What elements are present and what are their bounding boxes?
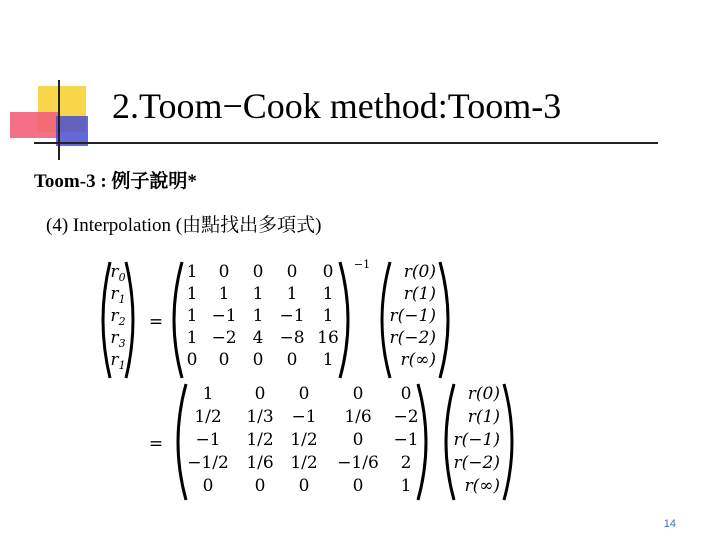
equals-sign-2: = [148,434,164,454]
matrix1-cell: 0 [218,262,230,282]
matrix1-cell: 0 [218,350,230,370]
matrix1-right-bracket [340,262,348,378]
rhs1-entry: r(∞) [400,350,436,370]
matrix2-cell: 0 [298,384,310,404]
matrix1-cell: 0 [286,262,298,282]
matrix1-cell: 1 [322,284,334,304]
matrix2-cell: 1 [202,384,214,404]
matrix1-cell: 0 [286,350,298,370]
matrix1-cell: −8 [279,328,305,348]
lhs-entry: $r_0$ [110,262,126,284]
rhs1-entry: r(−1) [389,306,436,326]
matrix1-cell: 1 [186,306,198,326]
matrix1-left-bracket [174,262,182,378]
matrix2-cell: −1 [291,407,317,427]
matrix2-cell: −1 [393,430,419,450]
lhs-entry: $r_3$ [110,328,126,350]
slide-title: 2.Toom−Cook method:Toom-3 [112,86,562,126]
page-number: 14 [663,518,676,530]
matrix2-cell: 0 [254,476,266,496]
matrix2-cell: 0 [352,384,364,404]
matrix1-cell: 1 [186,284,198,304]
matrix1-cell: 1 [218,284,230,304]
matrix2-cell: 2 [400,453,412,473]
rhs2-entry: r(−2) [453,453,500,473]
matrix1-cell: 1 [322,350,334,370]
matrix1-cell: 1 [322,306,334,326]
matrix2-cell: 0 [400,384,412,404]
rhs2-entry: r(1) [467,407,500,427]
matrix1-cell: 4 [252,328,264,348]
matrix2-cell: 1/2 [290,430,318,450]
matrix2-cell: −1/2 [187,453,229,473]
matrix1-cell: 0 [186,350,198,370]
lhs-entry: $r_1$ [110,350,126,372]
rhs2-entry: r(0) [467,384,500,404]
matrix2-cell: 0 [352,430,364,450]
step-label: (4) Interpolation (由點找出多項式) [46,215,322,236]
rhs2-entry: r(−1) [453,430,500,450]
matrix2-cell: 1/6 [344,407,372,427]
matrix2-cell: 1/6 [246,453,274,473]
matrix2-cell: 0 [298,476,310,496]
matrix1-cell: 1 [186,262,198,282]
rhs1-entry: r(0) [403,262,436,282]
rhs1-entry: r(−2) [389,328,436,348]
matrix1-cell: −1 [211,306,237,326]
matrix1-cell: 0 [252,262,264,282]
matrix2-right-bracket [418,384,426,500]
matrix1-cell: 1 [186,328,198,348]
matrix2-cell: −2 [393,407,419,427]
inverse-exponent: −1 [353,258,371,271]
matrix1-cell: 0 [322,262,334,282]
lhs-left-bracket [103,262,110,378]
matrix1-cell: 1 [286,284,298,304]
matrix1-cell: 0 [252,350,264,370]
matrix2-cell: 1/2 [290,453,318,473]
matrix2-left-bracket [178,384,186,500]
rhs2-entry: r(∞) [464,476,500,496]
rhs1-entry: r(1) [403,284,436,304]
equals-sign-1: = [148,312,164,332]
matrix2-cell: 1 [400,476,412,496]
lhs-entry: $r_1$ [110,284,126,306]
matrix2-cell: 1/2 [246,430,274,450]
matrix2-cell: 1/2 [194,407,222,427]
rhs2-right-bracket [504,384,512,500]
matrix2-cell: 1/3 [246,407,274,427]
slide-subtitle: Toom-3 : 例子說明* [34,171,197,192]
matrix2-cell: 0 [202,476,214,496]
matrix1-cell: 1 [252,306,264,326]
matrix2-cell: 0 [254,384,266,404]
matrix1-cell: −1 [279,306,305,326]
lhs-entry: $r_2$ [110,306,126,328]
matrix2-cell: 0 [352,476,364,496]
matrix1-cell: 16 [317,328,339,348]
rhs1-right-bracket [440,262,448,378]
matrix1-cell: −2 [211,328,237,348]
matrix1-cell: 1 [252,284,264,304]
matrix2-cell: −1 [195,430,221,450]
matrix2-cell: −1/6 [337,453,379,473]
lhs-right-bracket [126,262,133,378]
